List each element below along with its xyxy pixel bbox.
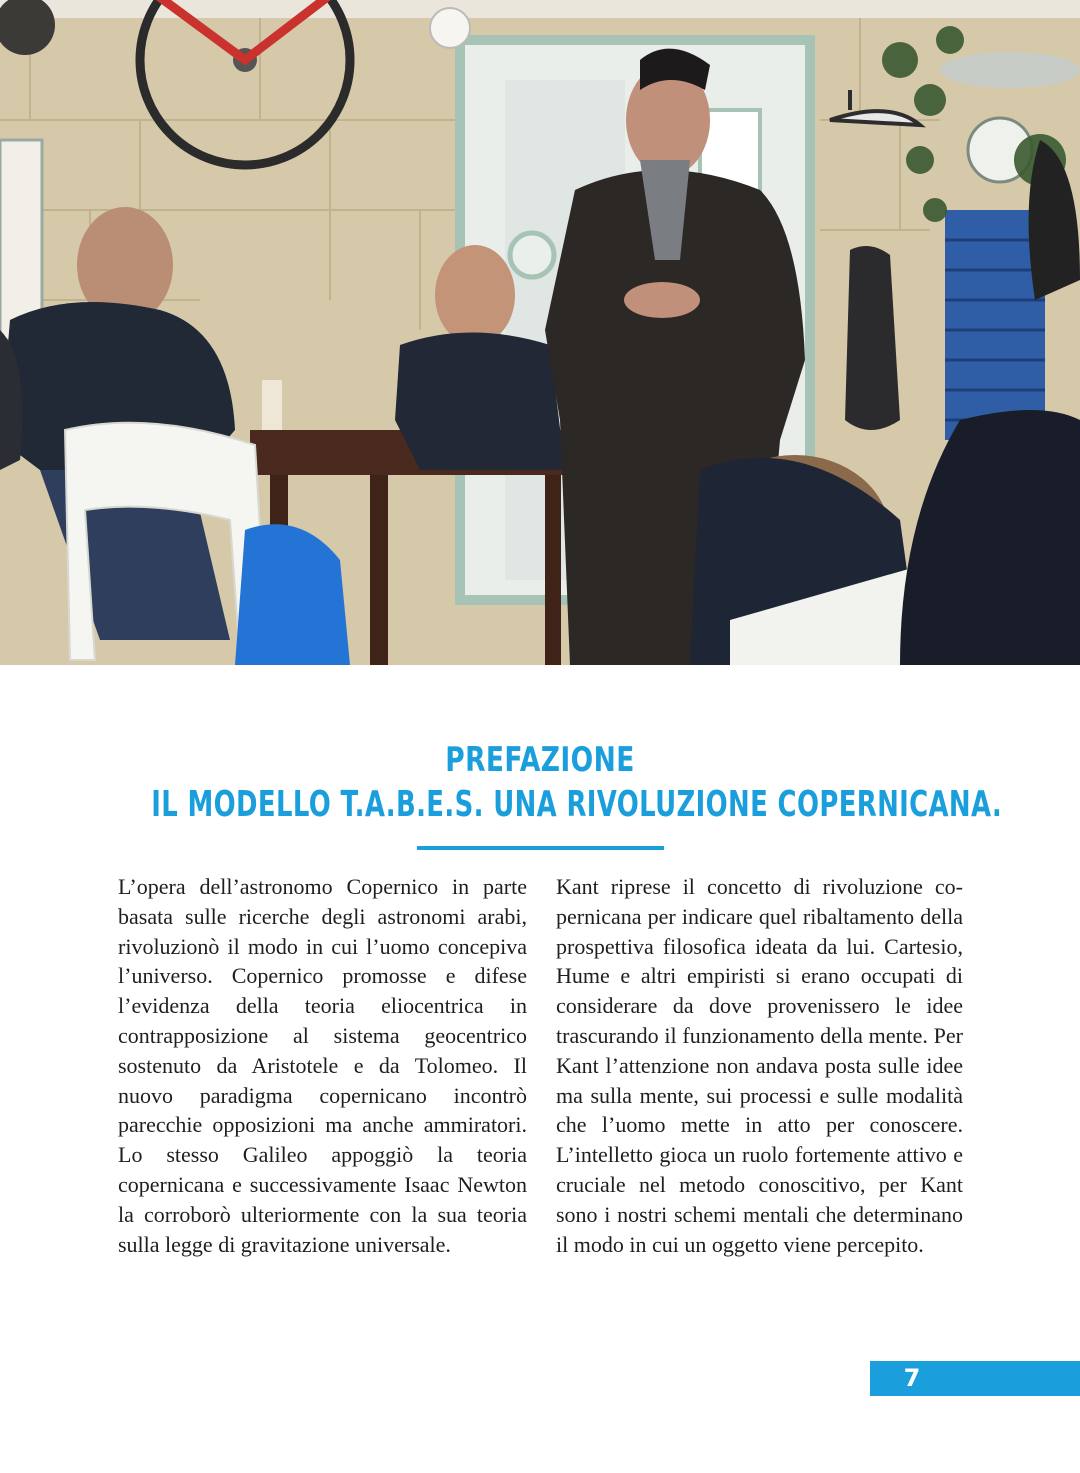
chapter-heading — [0, 738, 1080, 828]
header-photo — [0, 0, 1080, 665]
page-title: PREFAZIONE — [445, 740, 635, 780]
photo-meeting-icon — [0, 0, 1080, 665]
page-number-bar — [870, 1361, 1080, 1396]
heading-divider — [417, 846, 664, 850]
page-number: 7 — [903, 1364, 921, 1392]
body-column-right: Kant riprese il concetto di rivoluzione copernicana per indicare quel ribaltamento della prospettiva filosofica ideata da lui. Cartesio, Hume e altri empiristi si erano occupati di considerare da dove provenissero le idee trascurando il funzionamento della mente. Per Kant l’attenzione non andava posta sulle idee ma sulla mente, sui processi e sulle modalità che l’uomo mette in atto per conoscere. L’intelletto gioca un ruolo fortemente attivo e cruciale nel metodo conoscitivo, per Kant sono i nostri schemi mentali che determinano il modo in cui un oggetto viene percepito. — [556, 874, 963, 1257]
body-column-left: L’opera dell’astronomo Copernico in parte basata sulle ricerche degli astronomi arabi, rivoluzionò il modo in cui l’uomo concepiva l’universo. Copernico promosse e difese l’evidenza della teoria eliocentrica in contrapposizione al sistema geocentrico sostenuto da Aristotele e da Tolomeo. Il nuovo paradigma copernicano incontrò parecchie opposizioni ma anche ammiratori. Lo stesso Galileo appoggiò la teoria copernicana e successivamente Isaac Newton la corroborò ulteriormente con la sua teoria sulla legge di gravitazione universale. — [118, 874, 527, 1257]
page-subtitle: IL MODELLO T.A.B.E.S. UNA RIVOLUZIONE COPERNICANA. — [151, 784, 1003, 825]
